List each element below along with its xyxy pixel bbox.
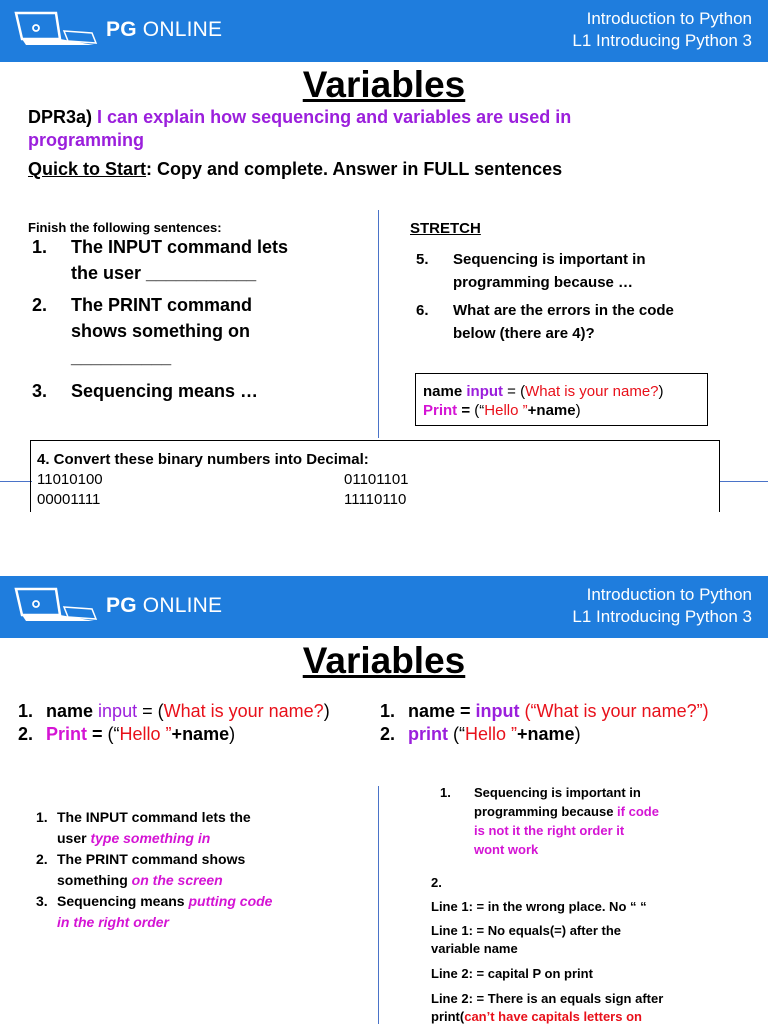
binary-item: 11010100 [37, 471, 103, 488]
decor-line-left [0, 481, 32, 482]
course-title: Introduction to Python [586, 585, 752, 604]
page-title: Variables [302, 64, 466, 105]
error-4: Line 2: = There is an equals sign after [431, 991, 664, 1006]
brand-name: PG ONLINE [106, 18, 223, 41]
slide-2: PG ONLINE Introduction to Python L1 Introducing Python 3 Variables 1. name input = (What is your name?) 2. Print = (“Hello ”+name) 1. name = input (“What is your name?”) 2. print (“Hello ”+name) 1. The INPUT command lets the user type something in 2. The PRINT command shows something on the screen 3. Sequencing means putting code in the right order 1. Sequencing is important in programming because if code is not it the right order it wont work 2. Line 1: = in the wrong place. No “ “ Line 1: = No equals(=) after the variable name Line 2: = capital P on print Line 2: = There is an equals sign after print(can’t have capitals letters on [0, 576, 768, 1024]
q5-text: Sequencing is important in [453, 251, 646, 268]
header-bar [0, 0, 768, 62]
laptop-logo-icon [12, 585, 98, 625]
wrong-code-line-2: Print = (“Hello ”+name) [46, 724, 236, 744]
error-2: Line 1: = No equals(=) after the [431, 923, 621, 938]
binary-title: 4. Convert these binary numbers into Decimal: [37, 451, 369, 468]
error-3: Line 2: = capital P on print [431, 966, 593, 981]
page-title: Variables [302, 640, 466, 681]
stretch-label: STRETCH [410, 220, 481, 237]
answer-2: The PRINT command shows [57, 851, 246, 867]
course-title: Introduction to Python [586, 9, 752, 28]
finish-label: Finish the following sentences: [28, 220, 222, 235]
code-line-1: name input = (What is your name?) [423, 383, 664, 400]
q2-text: The PRINT command [71, 295, 253, 315]
column-divider [378, 210, 379, 438]
binary-item: 01101101 [344, 471, 409, 488]
binary-item: 00001111 [37, 491, 101, 508]
decor-line-right [720, 481, 768, 482]
answer-3: Sequencing means putting code [57, 893, 273, 909]
corrected-code-line-1: name = input (“What is your name?”) [408, 701, 709, 721]
binary-item: 11110110 [344, 491, 407, 508]
wrong-code-line-1: name input = (What is your name?) [46, 701, 330, 721]
code-line-2: Print = (“Hello ”+name) [423, 402, 581, 419]
brand-name: PG ONLINE [106, 594, 223, 617]
objective-line-1: DPR3a) I can explain how sequencing and variables are used in [28, 107, 572, 127]
header-bar [0, 576, 768, 638]
objective-line-2: programming [28, 130, 145, 150]
q6-text: What are the errors in the code [453, 302, 674, 319]
error-1: Line 1: = in the wrong place. No “ “ [431, 899, 647, 914]
q1-text: The INPUT command lets [71, 237, 289, 257]
corrected-code-line-2: print (“Hello ”+name) [408, 724, 581, 744]
q3-text: Sequencing means … [71, 381, 259, 401]
stretch-answer-1: Sequencing is important in [474, 785, 641, 800]
quick-start: Quick to Start: Copy and complete. Answer in FULL sentences [28, 159, 563, 179]
code-box [415, 373, 708, 426]
binary-box [30, 440, 720, 512]
lesson-title: L1 Introducing Python 3 [572, 607, 752, 626]
laptop-logo-icon [12, 9, 98, 49]
slide-1: PG ONLINE Introduction to Python L1 Introducing Python 3 Variables DPR3a) I can explain how sequencing and variables are used in programming Quick to Start: Copy and complete. Answer in FULL sentences Finish the following sentences: 1. The INPUT command lets the user ___________ 2. The PRINT command shows something on __________ 3. Sequencing means … STRETCH 5. Sequencing is important in programming because … 6. What are the errors in the code below (there are 4)? name input = (What is your name?) Print = (“Hello ”+name) 4. Convert these binary numbers into Decimal: 11010100 01101101 00001111 11110110 [0, 0, 768, 512]
lesson-title: L1 Introducing Python 3 [572, 31, 752, 50]
answer-1: The INPUT command lets the [57, 809, 251, 825]
column-divider [378, 786, 379, 1024]
